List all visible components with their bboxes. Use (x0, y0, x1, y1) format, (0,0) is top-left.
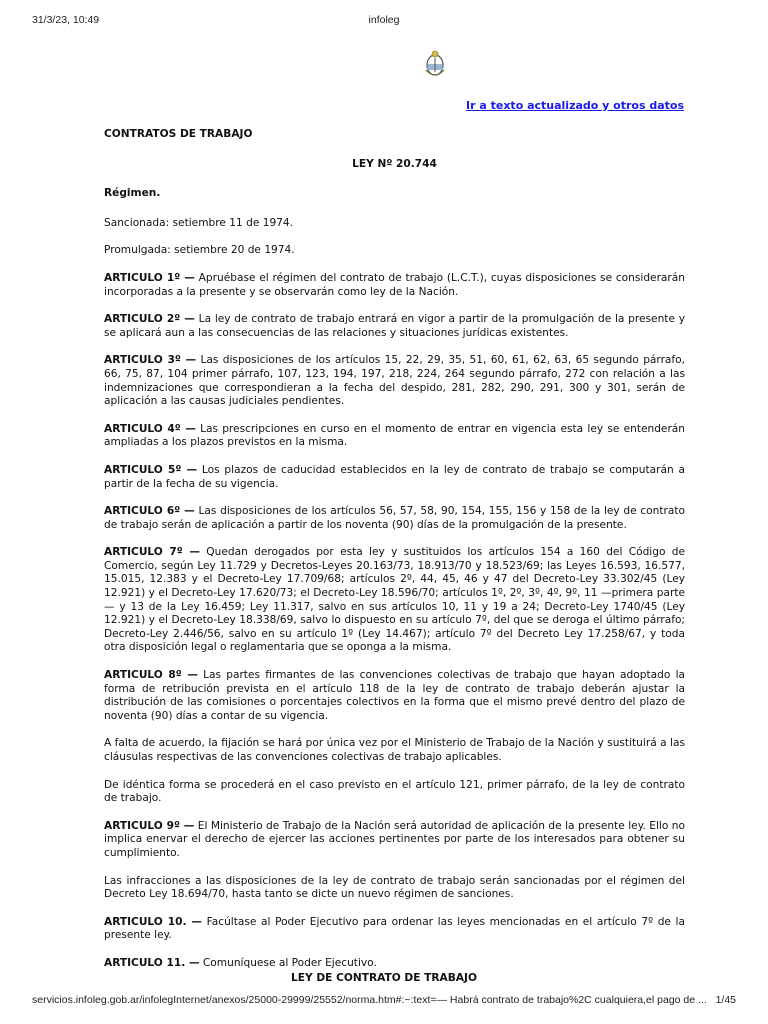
section-title: CONTRATOS DE TRABAJO (104, 128, 253, 140)
article-paragraph (104, 423, 685, 450)
article-label: ARTICULO 11. — (104, 956, 200, 969)
article-text: Los plazos de caducidad establecidos en la ley de contrato de trabajo se computarán a partir de la fecha de su vigencia. (104, 463, 685, 490)
national-seal-icon (424, 50, 446, 78)
article-text: Las prescripciones en curso en el momento de entrar en vigencia esta ley se entenderán ampliadas a los plazos previstos en la misma. (104, 422, 686, 449)
article-paragraph (104, 313, 685, 340)
page-number: 1/45 (715, 994, 736, 1006)
article-text: Facúltase al Poder Ejecutivo para ordenar las leyes mencionadas en el artículo 7º de la presente ley. (104, 915, 685, 942)
article-text: Las infracciones a las disposiciones de la ley de contrato de trabajo serán sancionadas por el régimen del Decreto Ley 18.694/70, hasta tanto se dicte un nuevo régimen de sanciones. (104, 874, 685, 901)
regime-heading: Régimen. (104, 187, 161, 200)
paragraph (104, 737, 685, 764)
law-document (104, 128, 685, 985)
promulgation-date: Promulgada: setiembre 20 de 1974. (104, 244, 295, 257)
article-paragraph (104, 464, 685, 491)
article-label: ARTICULO 8º — (104, 669, 198, 682)
article-label: ARTICULO 2º — (104, 313, 195, 326)
paragraph (104, 875, 685, 902)
article-paragraph (104, 916, 685, 943)
article-label: ARTICULO 5º — (104, 463, 198, 476)
print-site-title: infoleg (368, 14, 400, 26)
article-paragraph (104, 505, 685, 532)
article-paragraph (104, 546, 685, 655)
article-label: ARTICULO 4º — (104, 422, 196, 435)
sanction-date: Sancionada: setiembre 11 de 1974. (104, 216, 294, 229)
article-text: Las disposiciones de los artículos 56, 57, 58, 90, 154, 155, 156 y 158 de la ley de contrato de trabajo serán de aplicación a partir de los noventa (90) días de la promulgación de la presente. (104, 505, 685, 531)
print-header (32, 14, 736, 30)
updated-text-link[interactable]: Ir a texto actualizado y otros datos (466, 99, 684, 112)
print-url: servicios.infoleg.gob.ar/infolegInternet/anexos/25000-29999/25552/norma.htm#:~:text=— Habrá contrato de trabajo%2C cualquiera,el pago de ... (32, 994, 707, 1006)
article-paragraph (104, 354, 685, 408)
print-footer (32, 994, 736, 1010)
article-text: Las partes firmantes de las convenciones colectivas de trabajo que hayan adoptado la forma de retribución prevista en el artículo 118 de la ley de contrato de trabajo deberán ajustar la distribución de las comisiones o porcentajes colectivos en la forma que el mismo prevé dentro del plazo de noventa (90) días a contar de su vigencia. (104, 669, 686, 722)
articles-list (104, 272, 685, 971)
article-label: ARTICULO 1º — (104, 271, 195, 284)
article-label: ARTICULO 3º — (104, 354, 197, 367)
print-datetime: 31/3/23, 10:49 (32, 14, 100, 26)
article-text: De idéntica forma se procederá en el caso previsto en el artículo 121, primer párrafo, de la ley de contrato de trabajo. (104, 778, 685, 805)
article-label: ARTICULO 10. — (104, 915, 203, 928)
article-text: La ley de contrato de trabajo entrará en vigor a partir de la promulgación de la presente y se aplicará aun a las consecuencias de las relaciones y situaciones jurídicas existentes. (104, 313, 685, 339)
article-label: ARTICULO 7º — (104, 546, 200, 559)
article-paragraph (104, 272, 685, 299)
next-section-title: LEY DE CONTRATO DE TRABAJO (291, 972, 477, 984)
article-text: Apruébase el régimen del contrato de trabajo (L.C.T.), cuyas disposiciones se considerarán incorporadas a la presente y se observarán como ley de la Nación. (104, 271, 685, 298)
article-paragraph (104, 669, 685, 723)
article-text: Quedan derogados por esta ley y sustituidos los artículos 154 a 160 del Código de Comercio, según Ley 11.729 y Decretos-Leyes 20.163/73, 18.913/70 y 18.523/69; las Leyes 16.593, 16.577, 15.015, 12.383 y el Decreto-Ley 17.709/68; artículos 2º, 44, 45, 46 y 47 del Decreto-Ley 33.302/45 (Ley 12.921) y el Decreto-Ley 17.620/73; el Decreto-Ley 18.596/70; artículos 1º, 2º, 3º, 4º, 9º, 11 —primera parte— y 13 de la Ley 16.459; Ley 11.317, salvo en sus artículos 10, 11 y 19 a 24; Decreto-Ley 1740/45 (Ley 12.921) y el Decreto-Ley 18.338/69, salvo lo dispuesto en su artículo 7º, del que se deroga el último párrafo; Decreto-Ley 2.446/56, salvo en su artículo 1º (Ley 14.467); artículo 7º del Decreto Ley 17.258/67, y toda otra disposición legal o reglamentaria que se oponga a la misma. (104, 546, 685, 654)
article-label: ARTICULO 9º — (104, 819, 195, 832)
article-label: ARTICULO 6º — (104, 505, 195, 518)
article-text: A falta de acuerdo, la fijación se hará por única vez por el Ministerio de Trabajo de la Nación y sustituirá a las cláusulas respectivas de las convenciones colectivas de trabajo aplicables. (104, 737, 685, 763)
paragraph (104, 779, 685, 806)
article-paragraph (104, 820, 685, 861)
article-text: Comuníquese al Poder Ejecutivo. (199, 956, 377, 969)
article-text: El Ministerio de Trabajo de la Nación será autoridad de aplicación de la presente ley. Ello no implica enervar el derecho de ejercer las acciones pertinentes por parte de los interesados para obtener su cumplimiento. (104, 819, 685, 859)
law-number: LEY Nº 20.744 (352, 157, 437, 170)
article-text: Las disposiciones de los artículos 15, 22, 29, 35, 51, 60, 61, 62, 63, 65 segundo párrafo, 66, 75, 87, 104 primer párrafo, 107, 123, 194, 197, 218, 224, 264 segundo párrafo, 272 con relación a las indemnizaciones que correspondieran a la fecha del despido, 281, 282, 290, 291, 300 y 301, serán de aplicación a las causas judiciales pendientes. (104, 354, 685, 408)
article-paragraph (104, 957, 685, 971)
